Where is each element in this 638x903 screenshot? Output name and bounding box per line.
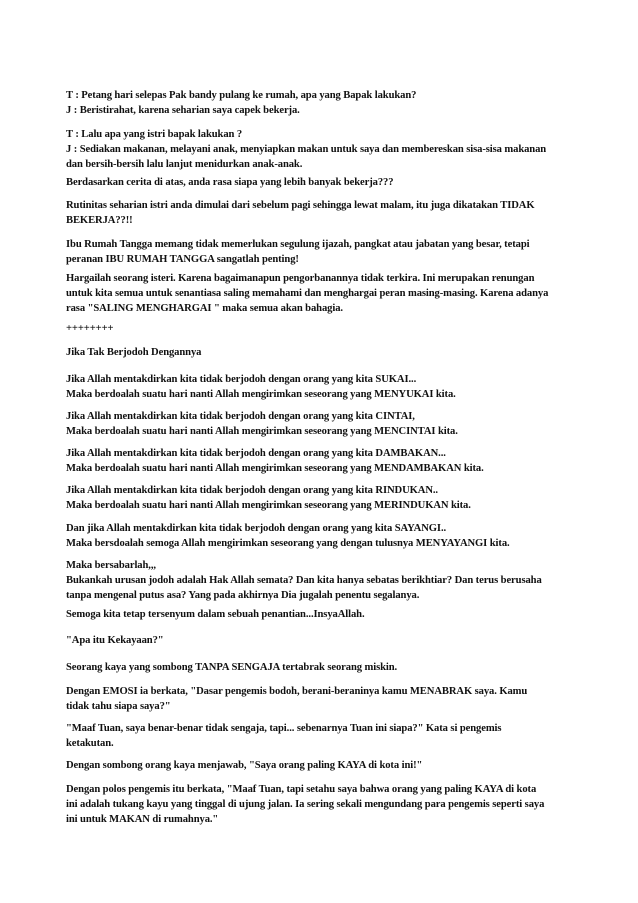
paragraph	[66, 198, 574, 228]
paragraph	[66, 782, 574, 827]
text-line: Maka berdoalah suatu hari nanti Allah mengirimkan seseorang yang MENYUKAI kita.	[66, 389, 456, 400]
paragraph	[66, 558, 574, 603]
text-line: T : Lalu apa yang istri bapak lakukan ?	[66, 129, 243, 140]
paragraph	[66, 372, 574, 402]
text-line: tidak tahu siapa saya?"	[66, 701, 171, 712]
text-line: Jika Allah mentakdirkan kita tidak berjodoh dengan orang yang kita DAMBAKAN...	[66, 448, 446, 459]
paragraph	[66, 521, 574, 551]
section-heading	[66, 345, 574, 360]
section-heading	[66, 633, 574, 648]
text-line: Rutinitas seharian istri anda dimulai dari sebelum pagi sehingga lewat malam, itu juga dikatakan TIDAK	[66, 200, 535, 211]
paragraph	[66, 127, 574, 172]
text-line: Dengan sombong orang kaya menjawab, "Saya orang paling KAYA di kota ini!"	[66, 760, 423, 771]
text-line: Dan jika Allah mentakdirkan kita tidak berjodoh dengan orang yang kita SAYANGI..	[66, 523, 447, 534]
text-line: Jika Allah mentakdirkan kita tidak berjodoh dengan orang yang kita CINTAI,	[66, 411, 415, 422]
text-line: Maka berdoalah suatu hari nanti Allah mengirimkan seseorang yang MERINDUKAN kita.	[66, 500, 471, 511]
paragraph	[66, 446, 574, 476]
text-line: ini untuk MAKAN di rumahnya."	[66, 814, 219, 825]
text-line: Jika Allah mentakdirkan kita tidak berjodoh dengan orang yang kita SUKAI...	[66, 374, 417, 385]
text-line: tanpa mengenal putus asa? Yang pada akhirnya Dia jugalah penentu segalanya.	[66, 590, 420, 601]
paragraph	[66, 88, 574, 118]
paragraph	[66, 721, 574, 751]
text-line: BEKERJA??!!	[66, 215, 133, 226]
text-line: T : Petang hari selepas Pak bandy pulang ke rumah, apa yang Bapak lakukan?	[66, 90, 417, 101]
text-line: J : Beristirahat, karena seharian saya capek bekerja.	[66, 105, 300, 116]
text-line: Maka berdoalah suatu hari nanti Allah mengirimkan seseorang yang MENCINTAI kita.	[66, 426, 458, 437]
text-line: Dengan polos pengemis itu berkata, "Maaf Tuan, tapi setahu saya bahwa orang yang paling KAYA di kota	[66, 784, 537, 795]
text-line: Hargailah seorang isteri. Karena bagaimanapun pengorbanannya tidak terkira. Ini merupakan renungan	[66, 273, 535, 284]
paragraph	[66, 607, 574, 622]
paragraph	[66, 409, 574, 439]
text-line: Maka berdoalah suatu hari nanti Allah mengirimkan seseorang yang MENDAMBAKAN kita.	[66, 463, 484, 474]
text-line: "Maaf Tuan, saya benar-benar tidak sengaja, tapi... sebenarnya Tuan ini siapa?" Kata si pengemis	[66, 723, 502, 734]
text-line: rasa "SALING MENGHARGAI " maka semua akan bahagia.	[66, 303, 343, 314]
text-line: Seorang kaya yang sombong TANPA SENGAJA tertabrak seorang miskin.	[66, 662, 398, 673]
text-line: Jika Tak Berjodoh Dengannya	[66, 347, 202, 358]
text-line: Semoga kita tetap tersenyum dalam sebuah penantian...InsyaAllah.	[66, 609, 365, 620]
separator-line	[66, 321, 574, 336]
text-line: "Apa itu Kekayaan?"	[66, 635, 164, 646]
paragraph	[66, 483, 574, 513]
text-line: Maka bersabarlah,,,	[66, 560, 156, 571]
text-line: untuk kita semua untuk senantiasa saling memahami dan menghargai peran masing-masing. Karena adanya	[66, 288, 549, 299]
text-line: Maka bersdoalah semoga Allah mengirimkan seseorang yang dengan tulusnya MENYAYANGI kita.	[66, 538, 510, 549]
text-line: Ibu Rumah Tangga memang tidak memerlukan segulung ijazah, pangkat atau jabatan yang besar, tetapi	[66, 239, 530, 250]
paragraph	[66, 271, 574, 316]
text-line: peranan IBU RUMAH TANGGA sangatlah penting!	[66, 254, 299, 265]
paragraph	[66, 684, 574, 714]
text-line: ketakutan.	[66, 738, 114, 749]
text-line: J : Sediakan makanan, melayani anak, menyiapkan makan untuk saya dan membereskan sisa-sisa makanan	[66, 144, 547, 155]
paragraph	[66, 758, 574, 773]
paragraph	[66, 660, 574, 675]
text-line: Jika Allah mentakdirkan kita tidak berjodoh dengan orang yang kita RINDUKAN..	[66, 485, 438, 496]
text-line: Berdasarkan cerita di atas, anda rasa siapa yang lebih banyak bekerja???	[66, 177, 394, 188]
text-line: ini adalah tukang kayu yang tinggal di ujung jalan. Ia sering sekali mengundang para pengemis seperti saya	[66, 799, 545, 810]
paragraph	[66, 175, 574, 190]
text-line: Dengan EMOSI ia berkata, "Dasar pengemis bodoh, berani-beraninya kamu MENABRAK saya. Kamu	[66, 686, 528, 697]
text-line: ++++++++	[66, 323, 114, 334]
text-line: Bukankah urusan jodoh adalah Hak Allah semata? Dan kita hanya sebatas berikhtiar? Dan terus berusaha	[66, 575, 542, 586]
text-line: dan bersih-bersih lalu lanjut menidurkan anak-anak.	[66, 159, 303, 170]
paragraph	[66, 237, 574, 267]
